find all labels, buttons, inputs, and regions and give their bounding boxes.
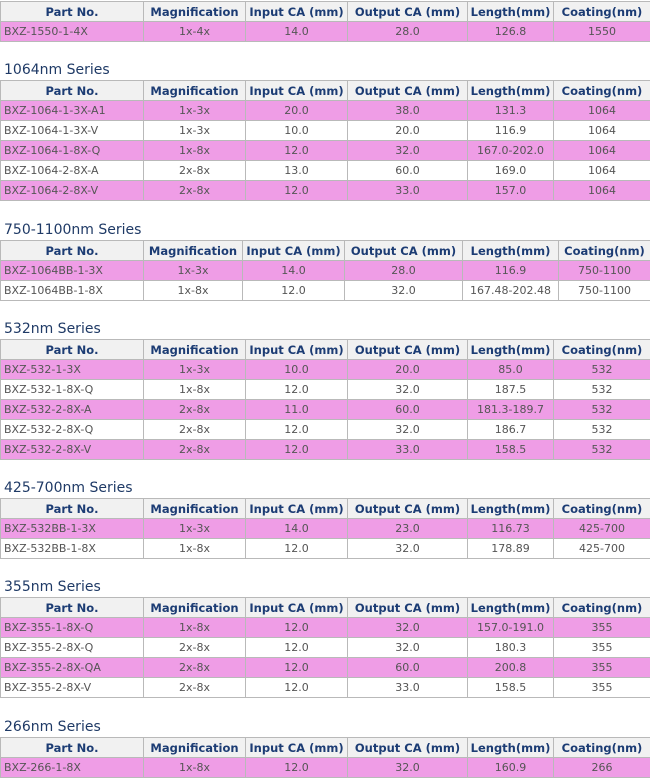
table-row: [1, 400, 650, 420]
cell-part-no: BXZ-532-2-8X-A: [1, 400, 144, 420]
header-coating: Coating(nm): [554, 499, 650, 519]
series-title: 1064nm Series: [4, 62, 110, 78]
cell-input-ca: 10.0: [246, 121, 348, 141]
cell-magnification: 1x-8x: [144, 380, 246, 400]
header-output-ca: Output CA (mm): [348, 598, 468, 618]
cell-part-no: BXZ-1064-1-3X-V: [1, 121, 144, 141]
cell-magnification: 2x-8x: [144, 161, 246, 181]
table-row: [1, 261, 650, 281]
cell-coating: 355: [554, 638, 650, 658]
cell-length: 116.9: [463, 261, 559, 281]
cell-magnification: 1x-8x: [144, 281, 243, 301]
cell-coating: 1064: [554, 161, 650, 181]
header-length: Length(mm): [468, 598, 554, 618]
cell-output-ca: 20.0: [348, 360, 468, 380]
header-length: Length(mm): [468, 738, 554, 758]
cell-input-ca: 12.0: [246, 618, 348, 638]
spec-table: [0, 597, 650, 698]
header-output-ca: Output CA (mm): [348, 738, 468, 758]
cell-magnification: 2x-8x: [144, 678, 246, 698]
cell-magnification: 1x-3x: [144, 101, 246, 121]
cell-length: 131.3: [468, 101, 554, 121]
cell-output-ca: 20.0: [348, 121, 468, 141]
table-row: [1, 141, 650, 161]
cell-part-no: BXZ-532-2-8X-Q: [1, 420, 144, 440]
cell-input-ca: 13.0: [246, 161, 348, 181]
cell-length: 116.73: [468, 519, 554, 539]
header-magnification: Magnification: [144, 241, 243, 261]
cell-input-ca: 12.0: [243, 281, 345, 301]
cell-input-ca: 12.0: [246, 658, 348, 678]
header-part-no: Part No.: [1, 598, 144, 618]
table-header-row: [1, 2, 650, 22]
cell-coating: 425-700: [554, 539, 650, 559]
header-length: Length(mm): [468, 81, 554, 101]
header-part-no: Part No.: [1, 81, 144, 101]
cell-magnification: 1x-3x: [144, 360, 246, 380]
cell-length: 160.9: [468, 758, 554, 778]
header-input-ca: Input CA (mm): [246, 738, 348, 758]
cell-input-ca: 12.0: [246, 380, 348, 400]
spec-table: [0, 498, 650, 559]
cell-input-ca: 14.0: [246, 22, 348, 42]
cell-length: 200.8: [468, 658, 554, 678]
table-header-row: [1, 81, 650, 101]
cell-part-no: BXZ-1064BB-1-3X: [1, 261, 144, 281]
cell-coating: 425-700: [554, 519, 650, 539]
cell-part-no: BXZ-1550-1-4X: [1, 22, 144, 42]
table-row: [1, 121, 650, 141]
cell-coating: 532: [554, 420, 650, 440]
cell-part-no: BXZ-1064BB-1-8X: [1, 281, 144, 301]
header-part-no: Part No.: [1, 340, 144, 360]
header-output-ca: Output CA (mm): [348, 81, 468, 101]
cell-coating: 532: [554, 440, 650, 460]
cell-magnification: 1x-3x: [144, 261, 243, 281]
header-input-ca: Input CA (mm): [246, 81, 348, 101]
cell-length: 169.0: [468, 161, 554, 181]
header-input-ca: Input CA (mm): [246, 340, 348, 360]
cell-part-no: BXZ-532BB-1-3X: [1, 519, 144, 539]
header-length: Length(mm): [468, 499, 554, 519]
header-coating: Coating(nm): [559, 241, 650, 261]
header-input-ca: Input CA (mm): [246, 598, 348, 618]
cell-input-ca: 12.0: [246, 758, 348, 778]
cell-output-ca: 32.0: [348, 618, 468, 638]
table-header-row: [1, 340, 650, 360]
series-title: 355nm Series: [4, 579, 101, 595]
cell-input-ca: 11.0: [246, 400, 348, 420]
cell-output-ca: 33.0: [348, 181, 468, 201]
cell-input-ca: 12.0: [246, 638, 348, 658]
header-coating: Coating(nm): [554, 81, 650, 101]
cell-coating: 532: [554, 380, 650, 400]
table-row: [1, 618, 650, 638]
header-magnification: Magnification: [144, 81, 246, 101]
cell-output-ca: 33.0: [348, 678, 468, 698]
table-row: [1, 539, 650, 559]
table-header-row: [1, 598, 650, 618]
cell-coating: 1064: [554, 121, 650, 141]
cell-magnification: 2x-8x: [144, 638, 246, 658]
header-magnification: Magnification: [144, 598, 246, 618]
series-title: 532nm Series: [4, 321, 101, 337]
cell-length: 116.9: [468, 121, 554, 141]
series-title: 266nm Series: [4, 719, 101, 735]
table-row: [1, 281, 650, 301]
table-row: [1, 380, 650, 400]
cell-magnification: 1x-3x: [144, 519, 246, 539]
cell-coating: 355: [554, 658, 650, 678]
cell-part-no: BXZ-1064-2-8X-V: [1, 181, 144, 201]
cell-part-no: BXZ-1064-1-8X-Q: [1, 141, 144, 161]
cell-coating: 266: [554, 758, 650, 778]
cell-length: 186.7: [468, 420, 554, 440]
table-row: [1, 658, 650, 678]
cell-input-ca: 12.0: [246, 181, 348, 201]
header-magnification: Magnification: [144, 340, 246, 360]
cell-length: 85.0: [468, 360, 554, 380]
cell-input-ca: 10.0: [246, 360, 348, 380]
cell-magnification: 2x-8x: [144, 658, 246, 678]
cell-output-ca: 33.0: [348, 440, 468, 460]
table-row: [1, 519, 650, 539]
cell-output-ca: 28.0: [345, 261, 463, 281]
cell-part-no: BXZ-355-2-8X-QA: [1, 658, 144, 678]
cell-part-no: BXZ-532BB-1-8X: [1, 539, 144, 559]
cell-output-ca: 32.0: [348, 638, 468, 658]
header-magnification: Magnification: [144, 499, 246, 519]
cell-output-ca: 60.0: [348, 658, 468, 678]
cell-magnification: 1x-3x: [144, 121, 246, 141]
table-row: [1, 420, 650, 440]
header-part-no: Part No.: [1, 738, 144, 758]
cell-input-ca: 12.0: [246, 420, 348, 440]
cell-output-ca: 32.0: [348, 758, 468, 778]
header-part-no: Part No.: [1, 499, 144, 519]
cell-coating: 1064: [554, 141, 650, 161]
header-magnification: Magnification: [144, 738, 246, 758]
cell-output-ca: 23.0: [348, 519, 468, 539]
header-output-ca: Output CA (mm): [348, 340, 468, 360]
table-row: [1, 638, 650, 658]
cell-input-ca: 12.0: [246, 539, 348, 559]
table-row: [1, 360, 650, 380]
cell-coating: 750-1100: [559, 281, 650, 301]
cell-output-ca: 38.0: [348, 101, 468, 121]
table-header-row: [1, 499, 650, 519]
table-row: [1, 181, 650, 201]
header-coating: Coating(nm): [554, 598, 650, 618]
spec-table: [0, 240, 650, 301]
cell-output-ca: 60.0: [348, 400, 468, 420]
cell-input-ca: 12.0: [246, 440, 348, 460]
cell-part-no: BXZ-532-2-8X-V: [1, 440, 144, 460]
table-row: [1, 440, 650, 460]
cell-part-no: BXZ-532-1-8X-Q: [1, 380, 144, 400]
cell-length: 158.5: [468, 440, 554, 460]
cell-part-no: BXZ-1064-2-8X-A: [1, 161, 144, 181]
table-row: [1, 758, 650, 778]
cell-part-no: BXZ-355-2-8X-V: [1, 678, 144, 698]
cell-magnification: 2x-8x: [144, 400, 246, 420]
cell-magnification: 2x-8x: [144, 420, 246, 440]
header-output-ca: Output CA (mm): [348, 2, 468, 22]
spec-table: [0, 339, 650, 460]
cell-magnification: 1x-8x: [144, 141, 246, 161]
cell-length: 126.8: [468, 22, 554, 42]
table-row: [1, 101, 650, 121]
header-length: Length(mm): [468, 2, 554, 22]
cell-part-no: BXZ-1064-1-3X-A1: [1, 101, 144, 121]
header-part-no: Part No.: [1, 2, 144, 22]
cell-input-ca: 12.0: [246, 678, 348, 698]
header-output-ca: Output CA (mm): [345, 241, 463, 261]
cell-output-ca: 32.0: [348, 141, 468, 161]
cell-output-ca: 28.0: [348, 22, 468, 42]
series-title: 425-700nm Series: [4, 480, 133, 496]
cell-magnification: 1x-8x: [144, 618, 246, 638]
cell-part-no: BXZ-532-1-3X: [1, 360, 144, 380]
cell-length: 181.3-189.7: [468, 400, 554, 420]
cell-coating: 355: [554, 678, 650, 698]
cell-input-ca: 20.0: [246, 101, 348, 121]
table-row: [1, 22, 650, 42]
cell-length: 158.5: [468, 678, 554, 698]
cell-output-ca: 32.0: [345, 281, 463, 301]
cell-length: 180.3: [468, 638, 554, 658]
cell-output-ca: 60.0: [348, 161, 468, 181]
series-title: 750-1100nm Series: [4, 222, 142, 238]
spec-table: [0, 1, 650, 42]
header-input-ca: Input CA (mm): [243, 241, 345, 261]
cell-coating: 355: [554, 618, 650, 638]
cell-length: 187.5: [468, 380, 554, 400]
header-length: Length(mm): [468, 340, 554, 360]
header-input-ca: Input CA (mm): [246, 2, 348, 22]
header-length: Length(mm): [463, 241, 559, 261]
cell-input-ca: 14.0: [243, 261, 345, 281]
table-header-row: [1, 241, 650, 261]
spec-table: [0, 80, 650, 201]
cell-output-ca: 32.0: [348, 539, 468, 559]
header-coating: Coating(nm): [554, 2, 650, 22]
cell-output-ca: 32.0: [348, 420, 468, 440]
spec-table: [0, 737, 650, 778]
cell-length: 157.0-191.0: [468, 618, 554, 638]
cell-input-ca: 12.0: [246, 141, 348, 161]
cell-magnification: 2x-8x: [144, 181, 246, 201]
header-coating: Coating(nm): [554, 340, 650, 360]
cell-part-no: BXZ-266-1-8X: [1, 758, 144, 778]
cell-part-no: BXZ-355-1-8X-Q: [1, 618, 144, 638]
cell-coating: 1550: [554, 22, 650, 42]
table-row: [1, 161, 650, 181]
cell-length: 167.48-202.48: [463, 281, 559, 301]
cell-magnification: 2x-8x: [144, 440, 246, 460]
cell-magnification: 1x-8x: [144, 539, 246, 559]
header-coating: Coating(nm): [554, 738, 650, 758]
cell-coating: 1064: [554, 101, 650, 121]
cell-coating: 532: [554, 400, 650, 420]
table-header-row: [1, 738, 650, 758]
cell-part-no: BXZ-355-2-8X-Q: [1, 638, 144, 658]
cell-coating: 532: [554, 360, 650, 380]
header-magnification: Magnification: [144, 2, 246, 22]
cell-output-ca: 32.0: [348, 380, 468, 400]
cell-coating: 1064: [554, 181, 650, 201]
cell-input-ca: 14.0: [246, 519, 348, 539]
cell-magnification: 1x-8x: [144, 758, 246, 778]
cell-length: 167.0-202.0: [468, 141, 554, 161]
cell-length: 157.0: [468, 181, 554, 201]
table-row: [1, 678, 650, 698]
header-input-ca: Input CA (mm): [246, 499, 348, 519]
cell-coating: 750-1100: [559, 261, 650, 281]
cell-length: 178.89: [468, 539, 554, 559]
header-output-ca: Output CA (mm): [348, 499, 468, 519]
header-part-no: Part No.: [1, 241, 144, 261]
cell-magnification: 1x-4x: [144, 22, 246, 42]
